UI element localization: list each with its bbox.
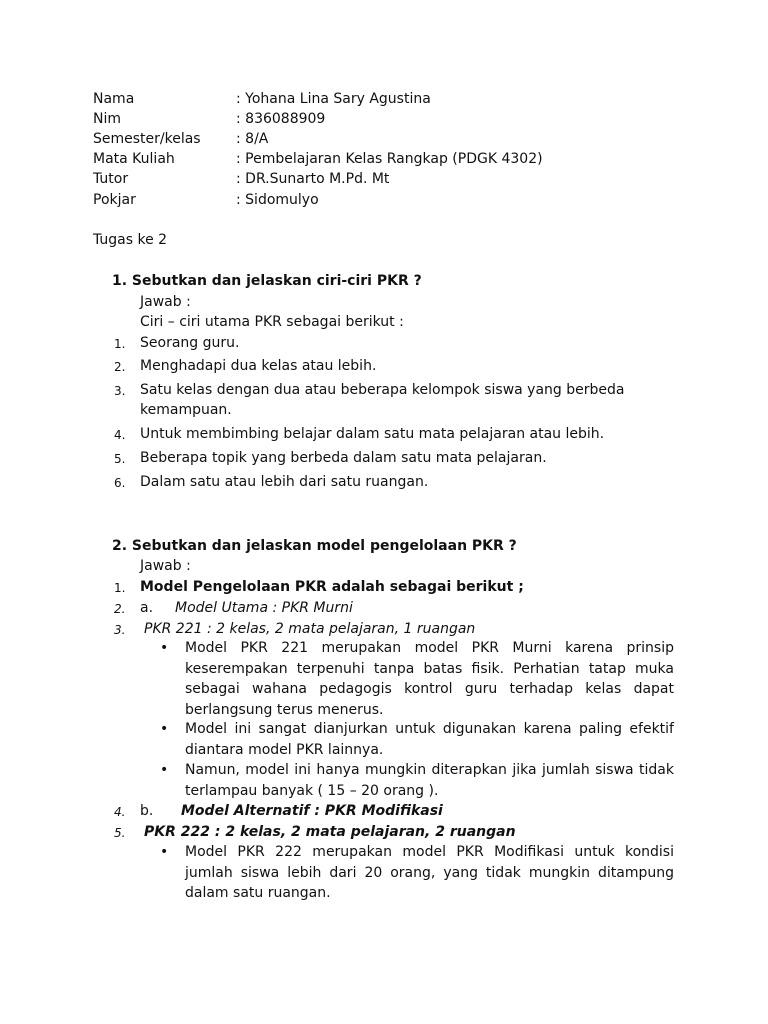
label-tutor: Tutor <box>93 171 129 187</box>
list-item: PKR 221 : 2 kelas, 2 mata pelajaran, 1 ruangan <box>144 621 476 637</box>
q1-intro: Ciri – ciri utama PKR sebagai berikut : <box>140 314 404 330</box>
list-number: 6. <box>114 476 126 490</box>
label-nim: Nim <box>93 111 121 127</box>
q2-jawab-label: Jawab : <box>140 558 191 574</box>
sub-letter: b. <box>140 803 154 819</box>
value-semester: : 8/A <box>236 131 269 147</box>
q1-jawab-label: Jawab : <box>140 294 191 310</box>
bullet-paragraph: Namun, model ini hanya mungkin diterapkan jika jumlah siswa tidak terlampau banyak ( 15 – 20 orang ). <box>185 762 674 799</box>
list-item: Model Utama : PKR Murni <box>175 600 353 616</box>
bullet-paragraph: Model ini sangat dianjurkan untuk digunakan karena paling efektif diantara model PKR lainnya. <box>185 721 674 758</box>
bullet-icon: • <box>160 640 169 656</box>
value-nama: : Yohana Lina Sary Agustina <box>236 91 431 107</box>
value-pokjar: : Sidomulyo <box>236 192 319 208</box>
list-number: 1. <box>114 337 126 351</box>
list-item: Model Alternatif : PKR Modifikasi <box>181 803 443 819</box>
assignment-title: Tugas ke 2 <box>93 232 168 248</box>
list-item: Menghadapi dua kelas atau lebih. <box>140 358 377 374</box>
list-item: Satu kelas dengan dua atau beberapa kelompok siswa yang berbeda <box>140 382 625 398</box>
bullet-paragraph: Model PKR 221 merupakan model PKR Murni karena prinsip keserempakan terpenuhi tanpa batas fisik. Perhatian tatap muka sebagai wahana pedagogis kontrol guru terhadap kelas dapat berlangsung terus menerus. <box>185 640 674 718</box>
list-number: 5. <box>114 826 126 840</box>
question-1: 1. Sebutkan dan jelaskan ciri-ciri PKR ? <box>112 273 422 289</box>
list-item: Seorang guru. <box>140 335 240 351</box>
label-mata-kuliah: Mata Kuliah <box>93 151 175 167</box>
list-item: Model Pengelolaan PKR adalah sebagai berikut ; <box>140 579 524 595</box>
list-number: 2. <box>114 360 126 374</box>
list-item: Beberapa topik yang berbeda dalam satu mata pelajaran. <box>140 450 547 466</box>
list-number: 3. <box>114 384 126 398</box>
list-number: 5. <box>114 452 126 466</box>
list-item: Dalam satu atau lebih dari satu ruangan. <box>140 474 429 490</box>
bullet-icon: • <box>160 721 169 737</box>
list-item-continuation: kemampuan. <box>140 402 232 418</box>
value-tutor: : DR.Sunarto M.Pd. Mt <box>236 171 390 187</box>
label-nama: Nama <box>93 91 135 107</box>
list-number: 4. <box>114 805 126 819</box>
question-2: 2. Sebutkan dan jelaskan model pengelolaan PKR ? <box>112 538 517 554</box>
list-number: 3. <box>114 623 126 637</box>
value-mata-kuliah: : Pembelajaran Kelas Rangkap (PDGK 4302) <box>236 151 543 167</box>
bullet-paragraph: Model PKR 222 merupakan model PKR Modifikasi untuk kondisi jumlah siswa lebih dari 20 orang, yang tidak mungkin ditampung dalam satu ruangan. <box>185 844 674 901</box>
bullet-icon: • <box>160 762 169 778</box>
bullet-icon: • <box>160 844 169 860</box>
list-number: 4. <box>114 428 126 442</box>
sub-letter: a. <box>140 600 154 616</box>
list-number: 1. <box>114 581 126 595</box>
value-nim: : 836088909 <box>236 111 326 127</box>
list-number: 2. <box>114 602 126 616</box>
label-pokjar: Pokjar <box>93 192 136 208</box>
label-semester: Semester/kelas <box>93 131 201 147</box>
list-item: Untuk membimbing belajar dalam satu mata pelajaran atau lebih. <box>140 426 605 442</box>
list-item: PKR 222 : 2 kelas, 2 mata pelajaran, 2 ruangan <box>144 824 516 840</box>
